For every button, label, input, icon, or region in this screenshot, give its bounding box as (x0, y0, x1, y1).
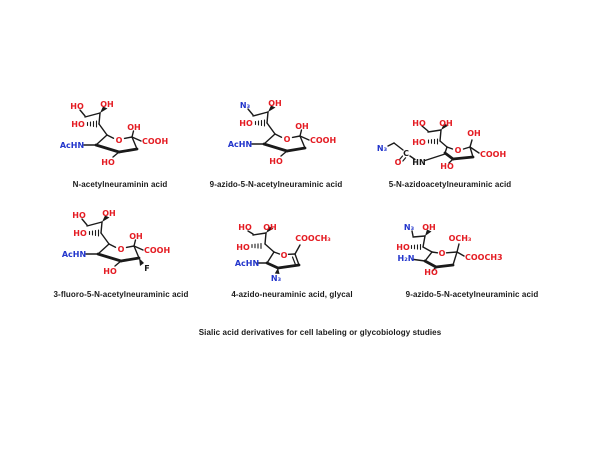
atom-label-ho9: HO (412, 119, 426, 128)
atom-label-ring-o: O (283, 135, 291, 144)
atom-label-oh8: OH (268, 99, 282, 108)
atom-label-ho9: HO (72, 211, 86, 220)
atom-label-ester: COOCH3 (465, 253, 503, 262)
structure-drawing-9-azido-methyl-ester (395, 218, 525, 286)
atom-label-amine: AcHN (234, 259, 260, 268)
atom-label-azide: N₃ (239, 101, 251, 110)
atom-label-fluoro: F (144, 264, 150, 273)
atom-label-oh8: OH (263, 223, 277, 232)
atom-label-ho4: HO (269, 157, 283, 166)
figure-title: Sialic acid derivatives for cell labeling or glycobiology studies (198, 328, 442, 337)
atom-label-ring-o: O (454, 146, 462, 155)
atom-label-oh8: OH (102, 209, 116, 218)
atom-label-oh2: OH (127, 123, 141, 132)
structure-drawing-9-azido-5-n-acetylneuraminic-acid (218, 96, 368, 174)
atom-label-oh8: OH (422, 223, 436, 232)
atom-label-ring-o: O (280, 251, 288, 260)
atom-label-amine: AcHN (59, 141, 85, 150)
atom-label-ho7: HO (73, 229, 87, 238)
atom-label-oh2: OH (295, 122, 309, 131)
structure-drawing-4-azido-neuraminic-acid-glycal (230, 218, 360, 286)
atom-label-ho4: HO (440, 162, 454, 171)
atom-label-azide: N₃ (270, 274, 282, 283)
atom-label-amine: AcHN (227, 140, 253, 149)
structure-caption-1: N-acetylneuraminin acid (72, 180, 168, 189)
atom-label-oh8: OH (439, 119, 453, 128)
atom-label-carbonyl-o: O (394, 158, 402, 167)
atom-label-carbonyl-c: C (403, 149, 409, 158)
atom-label-ho4: HO (101, 158, 115, 167)
atom-label-oh8: OH (100, 100, 114, 109)
structure-caption-5: 4-azido-neuraminic acid, glycal (231, 290, 353, 299)
atom-label-ho7: HO (412, 138, 426, 147)
atom-label-ring-o: O (117, 245, 125, 254)
atom-label-amide-nh: HN (412, 158, 426, 167)
atom-label-ho7: HO (236, 243, 250, 252)
atom-label-oh2: OH (129, 232, 143, 241)
atom-label-ring-o: O (115, 136, 123, 145)
atom-label-amine: AcHN (61, 250, 87, 259)
atom-label-ho7: HO (396, 243, 410, 252)
structure-caption-6: 9-azido-5-N-acetylneuraminic acid (405, 290, 539, 299)
atom-label-amine: H₂N (397, 254, 415, 263)
structure-caption-4: 3-fluoro-5-N-acetylneuraminic acid (53, 290, 189, 299)
atom-label-ho4: HO (424, 268, 438, 277)
atom-label-acid: COOH (310, 136, 337, 145)
atom-label-ho7: HO (239, 119, 253, 128)
atom-label-acid: COOH (480, 150, 507, 159)
atom-label-ho9: HO (238, 223, 252, 232)
atom-label-ho9: HO (70, 102, 84, 111)
atom-label-acid: COOH (144, 246, 171, 255)
atom-label-ester: COOCH₃ (295, 234, 331, 243)
atom-label-ome: OCH₃ (448, 234, 472, 243)
structure-caption-2: 9-azido-5-N-acetylneuraminic acid (209, 180, 343, 189)
structure-caption-3: 5-N-azidoacetylneuraminic acid (388, 180, 512, 189)
atom-label-azide: N₃ (376, 144, 388, 153)
atom-label-ring-o: O (438, 249, 446, 258)
atom-label-azide: N₃ (403, 223, 415, 232)
atom-label-ho4: HO (103, 267, 117, 276)
structure-drawing-n-acetylneuraminin-acid (50, 97, 200, 175)
atom-label-oh2: OH (467, 129, 481, 138)
atom-label-acid: COOH (142, 137, 169, 146)
structure-drawing-3-fluoro-5-n-acetylneuraminic-acid (52, 206, 202, 284)
structure-drawing-5-n-azidoacetylneuraminic-acid (362, 112, 512, 187)
wedge-bond-fluoro (139, 258, 144, 266)
bonds (388, 124, 479, 164)
atom-label-ho7: HO (71, 120, 85, 129)
